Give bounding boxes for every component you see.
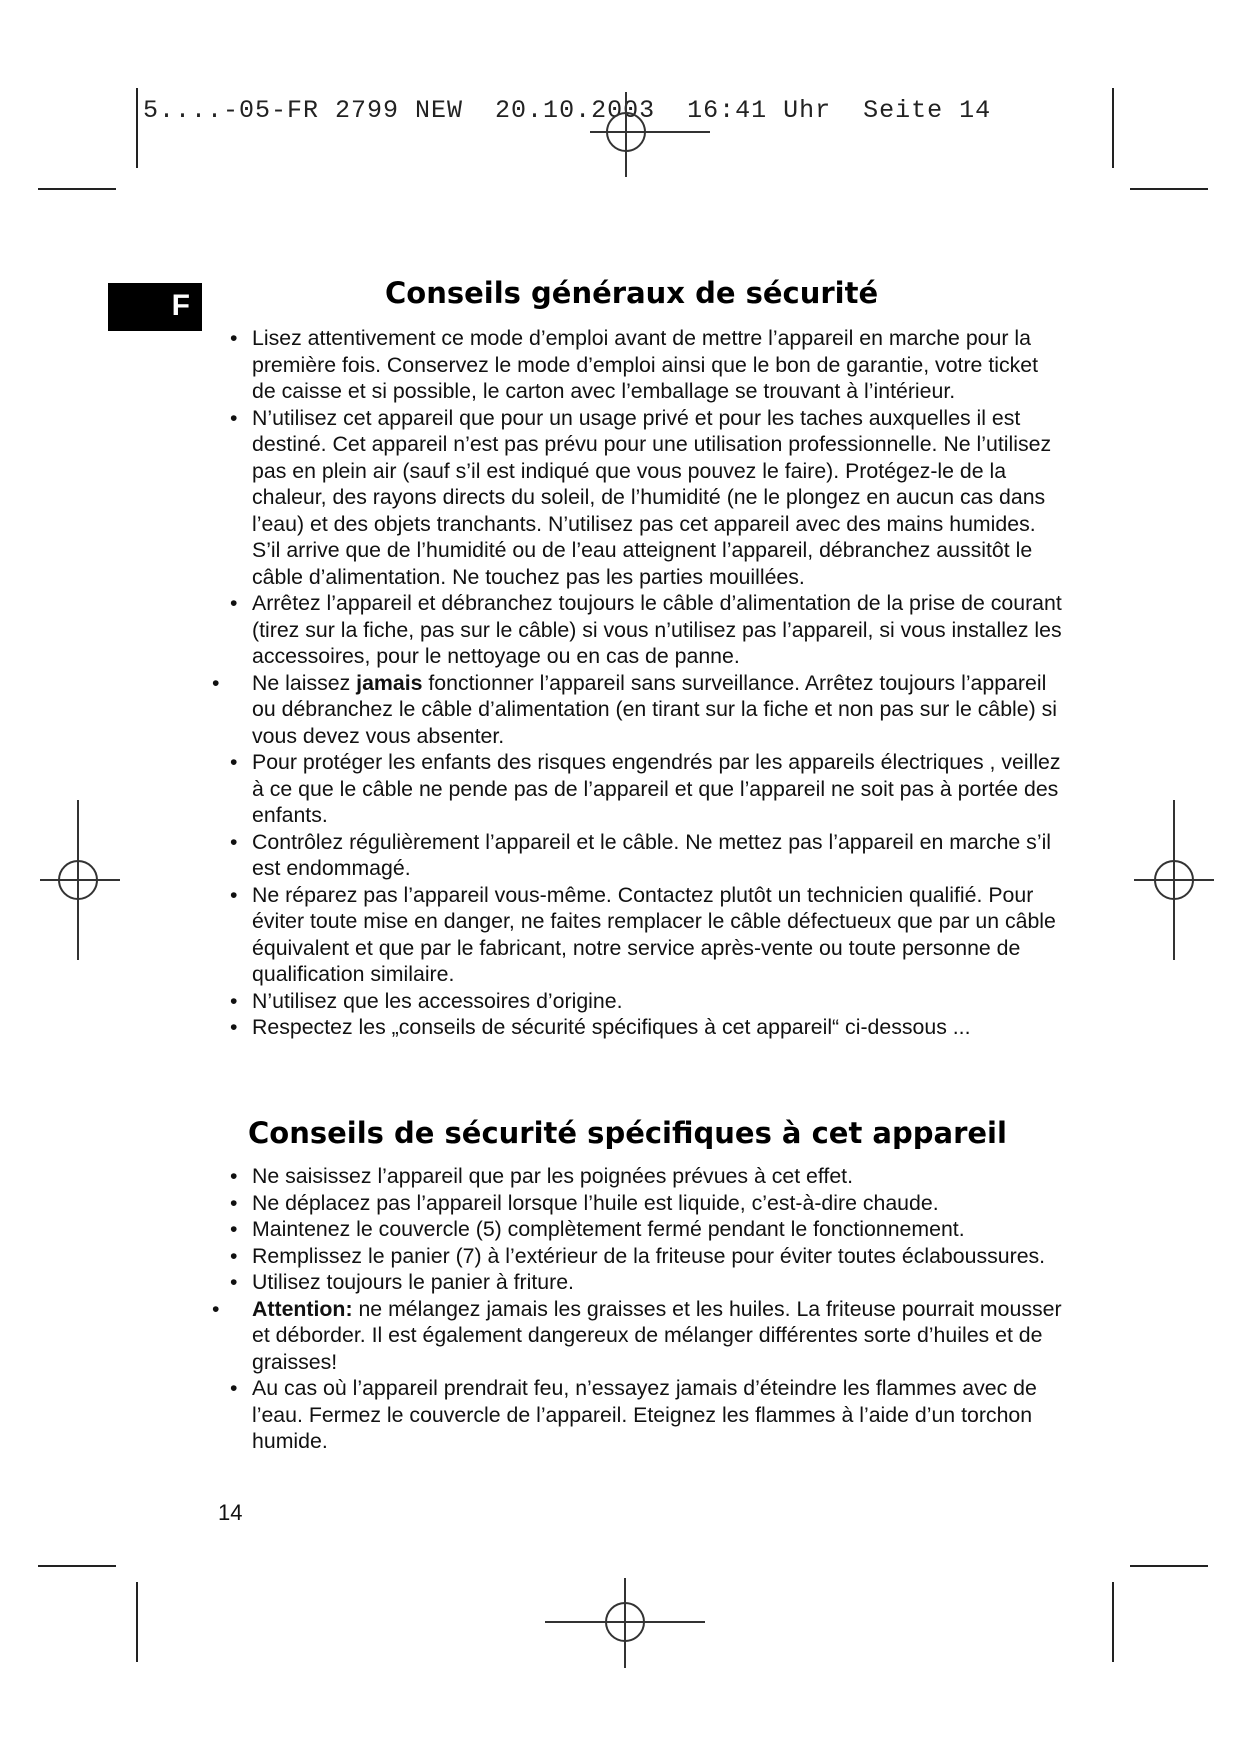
bullet: • xyxy=(230,882,238,907)
bullet: • xyxy=(230,988,238,1013)
list-item: • Attention: ne mélangez jamais les graisses et les huiles. La friteuse pourrait mousser et déborder. Il est également dangereux de mélanger différentes sorte d’huiles et de graisses! xyxy=(212,1296,1062,1374)
bullet: • xyxy=(230,1217,238,1241)
crop-mark xyxy=(1130,188,1208,190)
list-item: • Ne réparez pas l’appareil vous-même. Contactez plutôt un technicien qualifié. Pour éviter toute mise en danger, ne faites remplacer le câble défectueux que par un câble équivalent et que par le fabricant, notre service après-vente ou toute personne de qualification similaire. xyxy=(230,882,1056,986)
bullet: • xyxy=(230,326,238,350)
bullet: • xyxy=(230,750,238,774)
bullet: • xyxy=(212,1296,220,1321)
crop-mark xyxy=(136,88,138,168)
list-item: • Maintenez le couvercle (5) complètement fermé pendant le fonctionnement. xyxy=(230,1217,965,1241)
printer-slug: 5....-05-FR 2799 NEW 20.10.2003 16:41 Uhr Seite 14 xyxy=(143,96,992,125)
list-item: • Lisez attentivement ce mode d’emploi avant de mettre l’appareil en marche pour la première fois. Conservez le mode d’emploi ainsi que le bon de garantie, votre ticket de caisse et si possible, le carton avec l’emballage se trouvant à l’intérieur. xyxy=(230,326,1039,403)
bullet: • xyxy=(230,1015,238,1039)
bullet: • xyxy=(230,1164,238,1188)
list-item: • Respectez les „conseils de sécurité spécifiques à cet appareil“ ci-dessous ... xyxy=(230,1015,971,1039)
page-number: 14 xyxy=(218,1500,243,1525)
registration-mark-top xyxy=(590,92,710,182)
registration-mark-left xyxy=(40,800,120,960)
general-safety-list xyxy=(212,325,1062,1041)
list-item: • Au cas où l’appareil prendrait feu, n’essayez jamais d’éteindre les flammes avec de l’eau. Fermez le couvercle de l’appareil. Eteignez les flammes à l’aide d’un torchon humide. xyxy=(230,1376,1037,1453)
list-item: • Utilisez toujours le panier à friture. xyxy=(230,1270,574,1294)
section-title-general-safety: Conseils généraux de sécurité xyxy=(385,276,879,310)
list-item: • Remplissez le panier (7) à l’extérieur de la friteuse pour éviter toutes éclaboussures. xyxy=(230,1243,1046,1268)
bullet: • xyxy=(230,1243,238,1268)
section-title-specific-safety: Conseils de sécurité spécifiques à cet appareil xyxy=(248,1116,1007,1150)
list-item: • N’utilisez cet appareil que pour un usage privé et pour les taches auxquelles il est destiné. Cet appareil n’est pas prévu pour une utilisation professionnelle. Ne l’utilisez pas en plein air (sauf s’il est indiqué que vous pouvez le faire). Protégez-le de la chaleur, des rayons directs du soleil, de l’humidité (ne le plongez en aucun cas dans l’eau) et des objets tranchants. N’utilisez pas cet appareil avec des mains humides. S’il arrive que de l’humidité ou de l’eau atteignent l’appareil, débranchez aussitôt le câble d’alimentation. Ne touchez pas les parties mouillées. xyxy=(230,405,1052,589)
bullet: • xyxy=(230,1270,238,1294)
list-item: • Pour protéger les enfants des risques engendrés par les appareils électriques , veillez à ce que le câble ne pende pas de l’appareil et que l’appareil ne soit pas à portée des enfants. xyxy=(230,750,1061,827)
language-tab xyxy=(108,283,202,331)
crop-mark xyxy=(38,1565,116,1567)
list-item: • Ne déplacez pas l’appareil lorsque l’huile est liquide, c’est-à-dire chaude. xyxy=(230,1190,939,1215)
bullet: • xyxy=(212,670,220,695)
emphasis: jamais xyxy=(356,670,423,695)
bullet: • xyxy=(230,591,238,615)
registration-mark-right xyxy=(1134,800,1214,960)
bullet: • xyxy=(230,1190,238,1215)
bullet: • xyxy=(230,405,238,430)
language-tab-label: F xyxy=(171,289,190,322)
registration-mark-bottom xyxy=(545,1578,705,1668)
list-item: • N’utilisez que les accessoires d’origine. xyxy=(230,988,623,1013)
list-item: • Arrêtez l’appareil et débranchez toujours le câble d’alimentation de la prise de courant (tirez sur la fiche, pas sur le câble) si vous n’utilisez pas l’appareil, si vous installez les accessoires, pour le nettoyage ou en cas de panne. xyxy=(230,591,1062,668)
crop-mark xyxy=(1112,88,1114,168)
list-item: • Ne saisissez l’appareil que par les poignées prévues à cet effet. xyxy=(230,1164,854,1188)
crop-mark xyxy=(136,1582,138,1662)
crop-mark xyxy=(1112,1582,1114,1662)
list-item: • Contrôlez régulièrement l’appareil et le câble. Ne mettez pas l’appareil en marche s’il est endommagé. xyxy=(230,829,1052,880)
bullet: • xyxy=(230,1376,238,1400)
bullet: • xyxy=(230,829,238,854)
list-item: • Ne laissez jamais fonctionner l’appareil sans surveillance. Arrêtez toujours l’appareil ou débranchez le câble d’alimentation (en tirant sur la fiche et non pas sur le câble) si vous devez vous absenter. xyxy=(212,670,1058,748)
crop-mark xyxy=(1130,1565,1208,1567)
emphasis: Attention: xyxy=(252,1296,353,1321)
crop-mark xyxy=(38,188,116,190)
specific-safety-list xyxy=(212,1163,1062,1455)
